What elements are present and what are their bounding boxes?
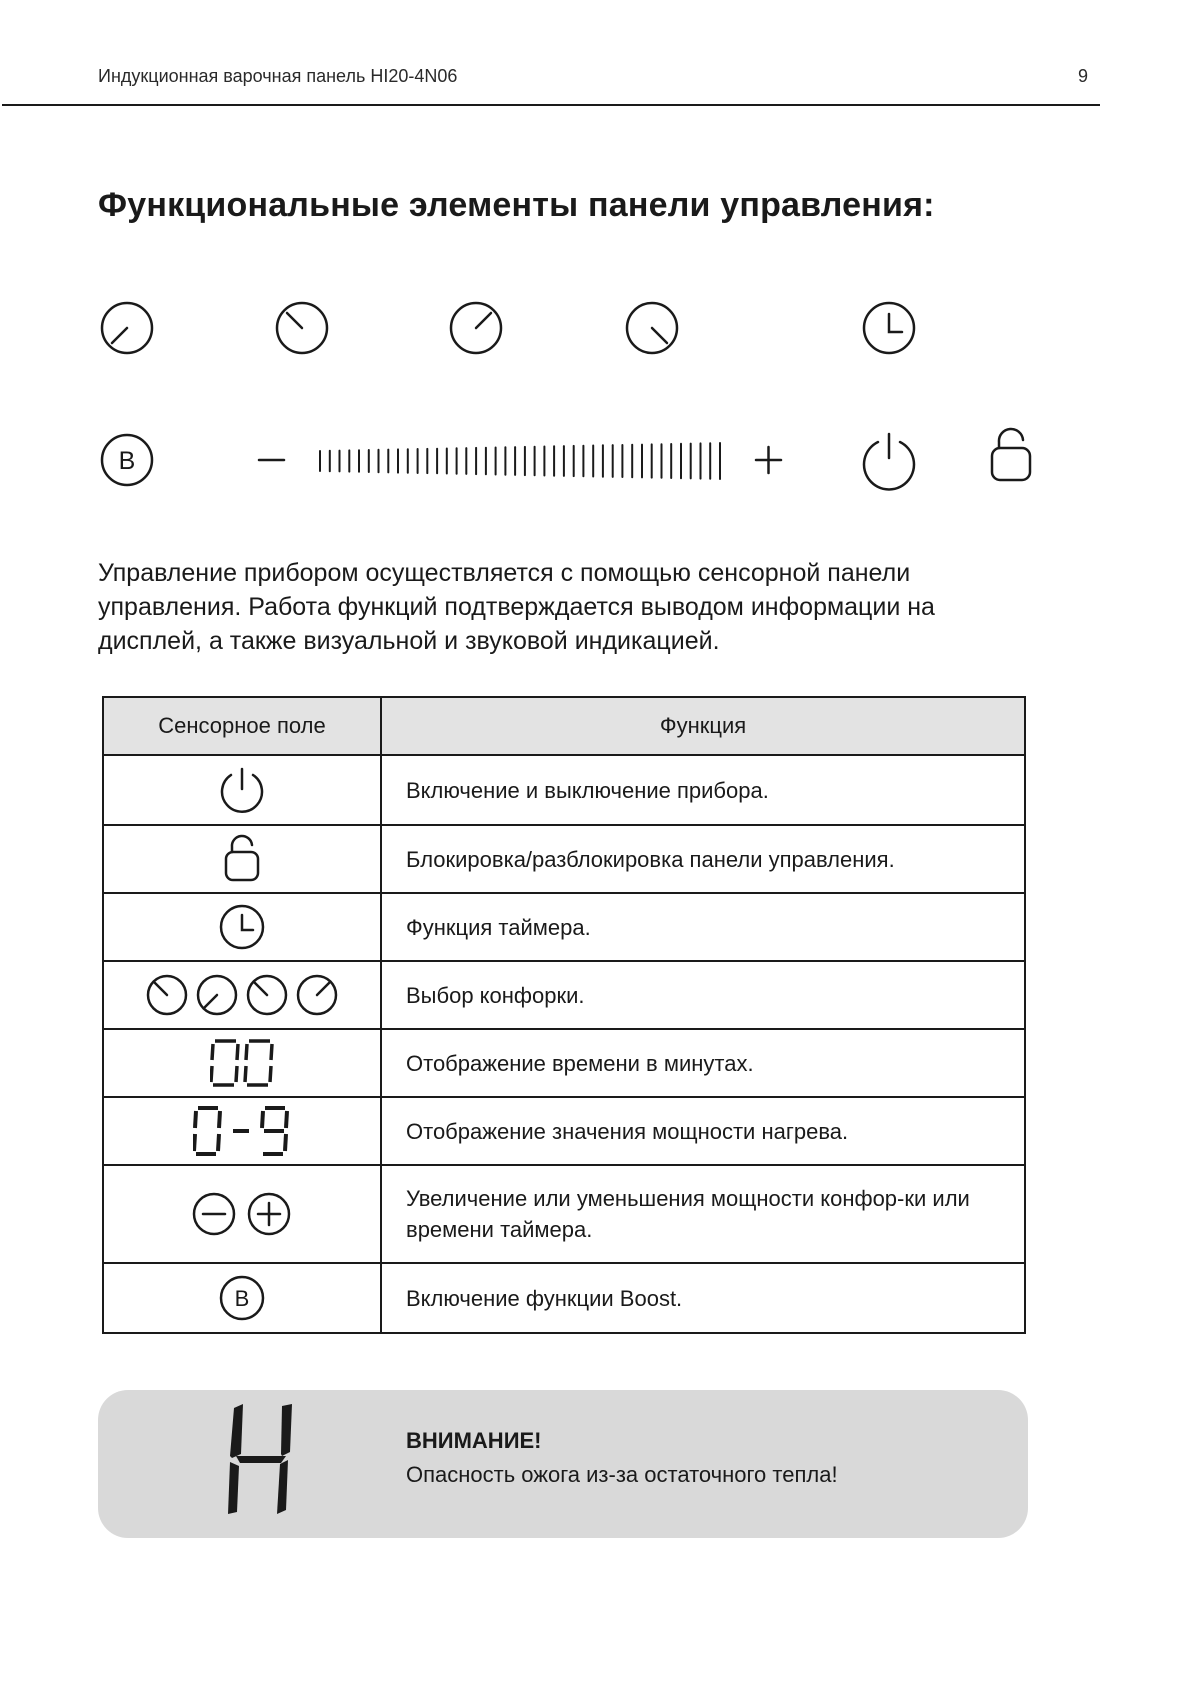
warning-box [98,1390,1028,1538]
burner-front-left-icon[interactable] [277,303,327,353]
section-title: Функциональные элементы панели управления: [98,186,935,224]
minus-plus-icon [192,1189,292,1239]
sensor-cell [103,893,381,961]
residual-heat-h-icon [226,1404,296,1514]
function-text: Включение функции Boost. [381,1263,1025,1333]
table-row [103,1263,1025,1333]
table-row [103,1029,1025,1097]
sensor-cell [103,1097,381,1165]
table-row [103,755,1025,825]
timer-icon [217,902,267,952]
burner-select-icon [144,972,340,1018]
warning-text: Опасность ожога из-за остаточного тепла! [406,1462,838,1487]
table-row [103,1165,1025,1263]
page-header [98,66,1088,90]
col-header-function: Функция [381,697,1025,755]
time-display-icon [210,1038,274,1088]
burner-rear-left-icon[interactable] [102,303,152,353]
intro-paragraph: Управление прибором осуществляется с помощью сенсорной панели управления. Работа функций подтверждается выводом информации на дисплей, а также визуальной и звуковой индикацией. [98,559,935,655]
sensor-cell [103,1263,381,1333]
sensor-cell [103,1029,381,1097]
function-text: Функция таймера. [381,893,1025,961]
function-text: Отображение времени в минутах. [381,1029,1025,1097]
sensor-cell [103,755,381,825]
page-number: 9 [1077,66,1088,86]
sensor-cell [103,825,381,893]
power-icon[interactable] [864,434,914,489]
boost-letter: B [118,447,136,475]
table-row [103,893,1025,961]
power-level-display-icon [193,1105,291,1157]
function-text: Отображение значения мощности нагрева. [381,1097,1025,1165]
boost-letter: B [234,1286,250,1311]
function-text: Увеличение или уменьшения мощности конфор-ки или времени таймера. [381,1165,1025,1263]
table-row [103,1097,1025,1165]
header-title: Индукционная варочная панель HI20-4N06 [98,66,458,86]
col-header-sensor: Сенсорное поле [103,697,381,755]
function-text: Включение и выключение прибора. [381,755,1025,825]
table-row [103,961,1025,1029]
function-text: Блокировка/разблокировка панели управления. [381,825,1025,893]
power-slider[interactable] [320,443,720,479]
timer-icon[interactable] [864,303,914,353]
function-text: Выбор конфорки. [381,961,1025,1029]
burner-front-right-icon[interactable] [451,303,501,353]
burner-rear-right-icon[interactable] [627,303,677,353]
header-divider [2,104,1100,106]
plus-icon[interactable] [756,447,781,473]
sensor-cell [103,961,381,1029]
control-panel-diagram [0,290,1190,510]
lock-icon[interactable] [992,429,1030,480]
warning-title: ВНИМАНИЕ! [406,1428,542,1453]
table-header-row [103,697,1025,755]
lock-icon [217,834,267,884]
sensor-cell [103,1165,381,1263]
power-icon [217,765,267,815]
boost-icon [217,1273,267,1323]
function-table [102,696,1026,1334]
table-row [103,825,1025,893]
